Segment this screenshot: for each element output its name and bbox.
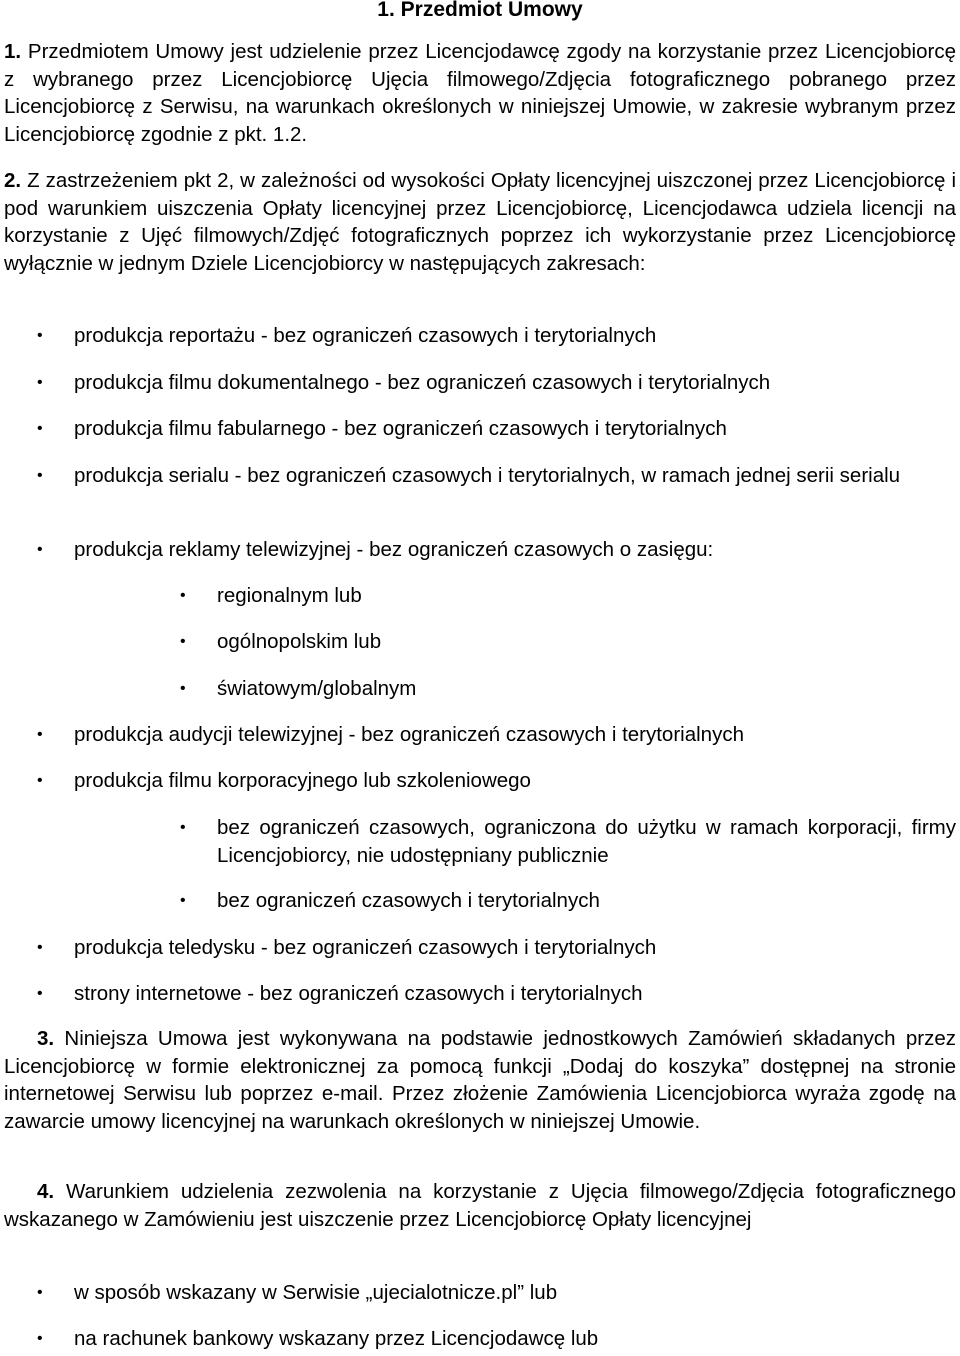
paragraph-4 — [4, 1178, 956, 1233]
bullet-icon: • — [37, 420, 43, 437]
paragraph-3 — [4, 1025, 956, 1135]
paragraph-text: Z zastrzeżeniem pkt 2, w zależności od wysokości Opłaty licencyjnej uiszczonej przez Licencjobiorcę i pod warunkiem uiszczenia Opłaty licencyjnej przez Licencjobiorcę, Licencjodawca udziela licencji na korzystanie z Ujęć filmowych/Zdjęć fotograficznych poprzez ich wykorzystanie przez Licencjobiorcę wyłącznie w jednym Dziele Licencjobiorcy w następujących zakresach: — [4, 169, 956, 275]
bullet-icon: • — [37, 467, 43, 484]
list-item-text: produkcja filmu dokumentalnego - bez ograniczeń czasowych i terytorialnych — [74, 371, 771, 394]
paragraph-number: 1. — [4, 40, 22, 63]
list-item-text: na rachunek bankowy wskazany przez Licencjodawcę lub — [74, 1327, 599, 1350]
bullet-icon: • — [180, 680, 186, 697]
bullet-icon: • — [37, 374, 43, 391]
list-item-text: światowym/globalnym — [217, 677, 417, 700]
paragraph-text: Warunkiem udzielenia zezwolenia na korzystanie z Ujęcia filmowego/Zdjęcia fotograficznego wskazanego w Zamówieniu jest uiszczenie przez Licencjobiorcę Opłaty licencyjnej — [4, 1180, 956, 1231]
paragraph-number: 3. — [37, 1027, 55, 1050]
list-item-text: regionalnym lub — [217, 584, 362, 607]
paragraph-1 — [4, 38, 956, 148]
bullet-icon: • — [37, 327, 43, 344]
paragraph-number: 2. — [4, 169, 22, 192]
list-item-text: bez ograniczeń czasowych, ograniczona do użytku w ramach korporacji, firmy Licencjobiorcy, nie udostępniany publicznie — [217, 816, 956, 867]
paragraph-text: Przedmiotem Umowy jest udzielenie przez Licencjodawcę zgody na korzystanie przez Licencjobiorcę z wybranego przez Licencjobiorcę Ujęcia filmowego/Zdjęcia fotograficznego pobranego przez Licencjobiorcę z Serwisu, na warunkach określonych w niniejszej Umowie, w zakresie wybranym przez Licencjobiorcę zgodnie z pkt. 1.2. — [4, 40, 956, 146]
list-item-text: produkcja filmu fabularnego - bez ograniczeń czasowych i terytorialnych — [74, 417, 727, 440]
bullet-icon: • — [37, 541, 43, 558]
list-item-text: produkcja serialu - bez ograniczeń czasowych i terytorialnych, w ramach jednej serii serialu — [74, 464, 901, 487]
bullet-icon: • — [180, 892, 186, 909]
paragraph-2 — [4, 167, 956, 277]
list-item-text: produkcja teledysku - bez ograniczeń czasowych i terytorialnych — [74, 936, 657, 959]
bullet-icon: • — [37, 726, 43, 743]
bullet-icon: • — [37, 939, 43, 956]
bullet-icon: • — [37, 1284, 43, 1301]
list-item-text: ogólnopolskim lub — [217, 630, 382, 653]
list-item-text: produkcja audycji telewizyjnej - bez ograniczeń czasowych i terytorialnych — [74, 723, 744, 746]
list-item-text: strony internetowe - bez ograniczeń czasowych i terytorialnych — [74, 982, 643, 1005]
bullet-icon: • — [37, 772, 43, 789]
bullet-icon: • — [180, 633, 186, 650]
bullet-icon: • — [180, 819, 186, 836]
list-item-text: produkcja filmu korporacyjnego lub szkoleniowego — [74, 769, 531, 792]
list-item-text: produkcja reklamy telewizyjnej - bez ograniczeń czasowych o zasięgu: — [74, 538, 714, 561]
bullet-icon: • — [180, 587, 186, 604]
bullet-icon: • — [37, 1330, 43, 1347]
section-heading: 1. Przedmiot Umowy — [377, 0, 583, 21]
list-item-text: produkcja reportażu - bez ograniczeń czasowych i terytorialnych — [74, 324, 657, 347]
list-item-text: bez ograniczeń czasowych i terytorialnych — [217, 889, 600, 912]
paragraph-text: Niniejsza Umowa jest wykonywana na podstawie jednostkowych Zamówień składanych przez Licencjobiorcę w formie elektronicznej za pomocą funkcji „Dodaj do koszyka” dostępnej na stronie internetowej Serwisu lub poprzez e-mail. Przez złożenie Zamówienia Licencjobiorca wyraża zgodę na zawarcie umowy licencyjnej na warunkach określonych w niniejszej Umowie. — [4, 1027, 956, 1133]
bullet-icon: • — [37, 985, 43, 1002]
list-item-text: w sposób wskazany w Serwisie „ujecialotnicze.pl” lub — [74, 1281, 558, 1304]
paragraph-number: 4. — [37, 1180, 55, 1203]
